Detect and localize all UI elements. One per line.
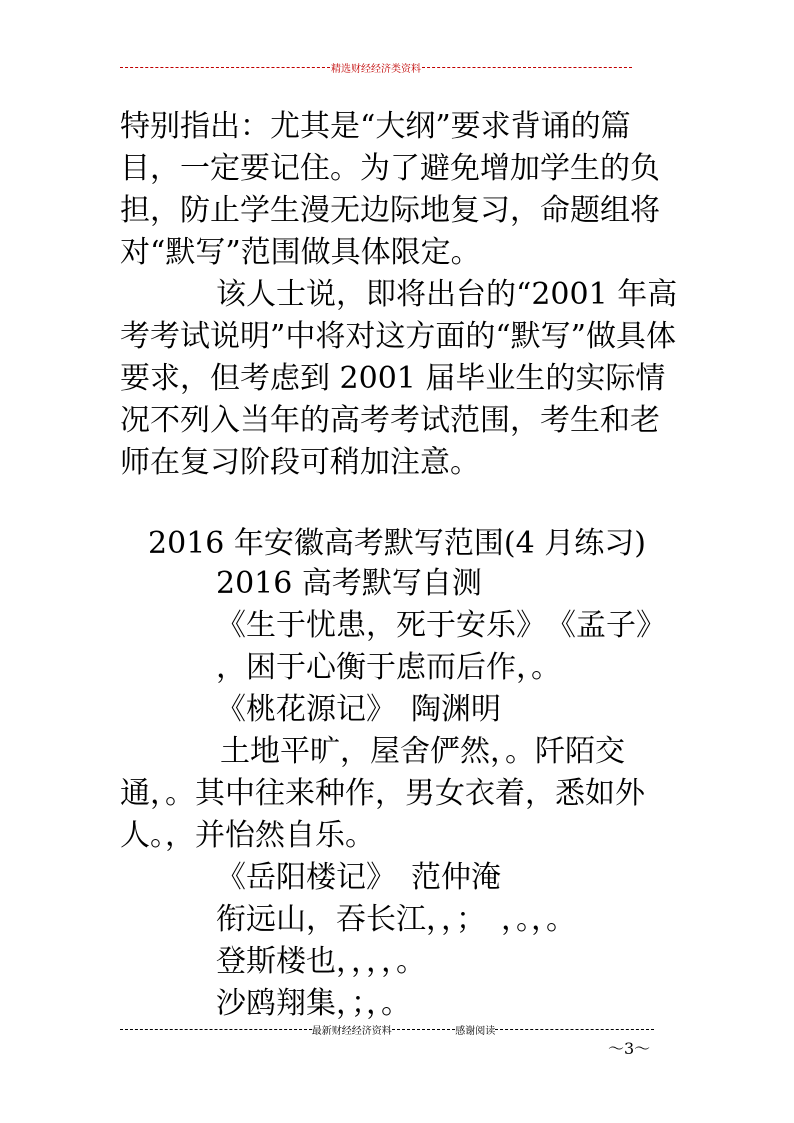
footer-rule-left <box>120 1029 312 1030</box>
footer-rule-middle <box>392 1029 455 1030</box>
work-1-title: 《生于忧患，死于安乐》 《孟子》 <box>216 608 666 643</box>
work-3-line-1: 衔远山，吞长江，，； ，。，。 <box>216 902 576 937</box>
footer-right-label: 感谢阅读 <box>455 1026 496 1037</box>
work-3-line-2: 登斯楼也，，，，。 <box>216 944 426 979</box>
page-number: ～3～ <box>608 1039 651 1058</box>
page-header <box>120 60 632 75</box>
section-subtitle: 2016 高考默写自测 <box>216 566 482 601</box>
work-3-line-3: 沙鸥翔集，；，。 <box>216 986 411 1021</box>
work-2-paragraph: 土地平旷，屋舍俨然，。阡陌交通，。其中往来种作，男女衣着，悉如外人。，并怡然自乐。 <box>120 734 645 853</box>
work-1-line-1: ，困于心衡于虑而后作，。 <box>216 650 561 685</box>
footer-rule-right <box>495 1029 654 1030</box>
header-rule-left <box>120 67 330 68</box>
article-body <box>120 106 680 484</box>
exercise-body <box>120 563 680 1025</box>
work-2-title: 《桃花源记》 陶渊明 <box>216 692 501 727</box>
work-3-title: 《岳阳楼记》 范仲淹 <box>216 860 501 895</box>
header-label: 精选财经经济类资料 <box>331 64 421 75</box>
paragraph-2: 该人士说，即将出台的“2001 年高考考试说明”中将对这方面的“默写”做具体要求，但考虑到 2001 届毕业生的实际情况不列入当年的高考考试范围，考生和老师在复习阶段可稍加注意。 <box>120 277 678 480</box>
page-footer <box>120 1022 654 1037</box>
section-title: 2016 年安徽高考默写范围(4 月练习) <box>148 526 646 561</box>
header-rule-right <box>422 67 632 68</box>
footer-left-label: 最新财经经济资料 <box>311 1026 392 1037</box>
paragraph-1: 特别指出：尤其是“大纲”要求背诵的篇目，一定要记住。为了避免增加学生的负担，防止学生漫无边际地复习，命题组将对“默写”范围做具体限定。 <box>120 109 660 270</box>
